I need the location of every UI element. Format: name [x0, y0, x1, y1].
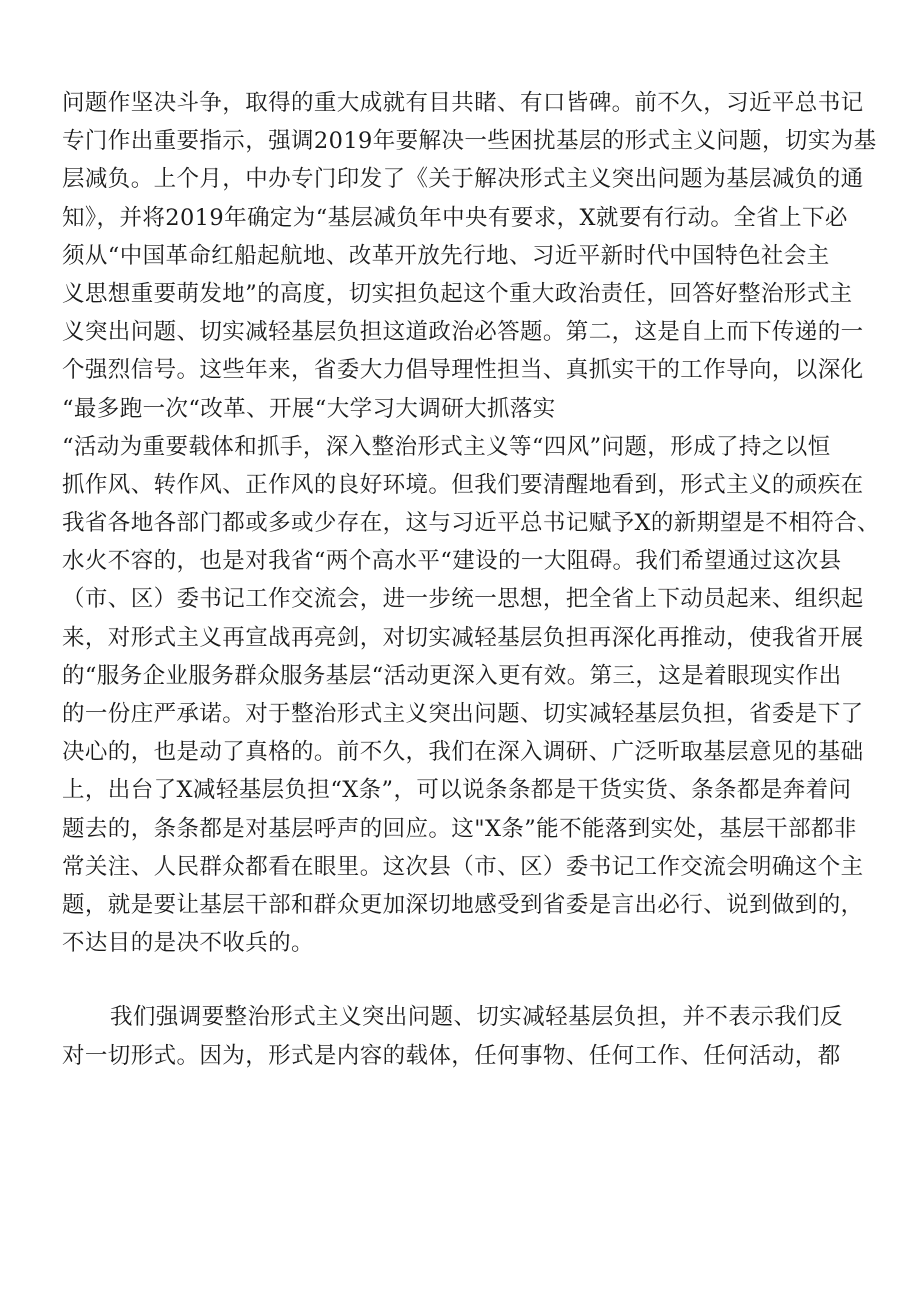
text-line: 知》，并将2019年确定为“基层减负年中央有要求，X就要有行动。全省上下必	[62, 204, 848, 231]
text-line: 的一份庄严承诺。对于整治形式主义突出问题、切实减轻基层负担，省委是下了	[62, 701, 864, 727]
document-body	[62, 84, 880, 1075]
text-line: 须从“中国革命红船起航地、改革开放先行地、习近平新时代中国特色社会主	[62, 242, 830, 269]
paragraph	[62, 84, 880, 962]
text-line: 义突出问题、切实减轻基层负担这道政治必答题。第二，这是自上而下传递的一	[62, 319, 864, 346]
text-line: 题，就是要让基层干部和群众更加深切地感受到省委是言出必行、说到做到的，	[62, 891, 864, 918]
text-line: 我们强调要整治形式主义突出问题、切实减轻基层负担，并不表示我们反	[110, 1004, 843, 1031]
text-line: 上，出台了X减轻基层负担“X条”，可以说条条都是干货实货、条条都是奔着问	[62, 777, 852, 804]
text-line: 题去的，条条都是对基层呼声的回应。这"X条”能不能落到实处，基层干部都非	[62, 815, 857, 842]
text-line: 专门作出重要指示，强调2019年要解决一些困扰基层的形式主义问题，切实为基	[62, 128, 877, 155]
text-line: 常关注、人民群众都看在眼里。这次县（市、区）委书记工作交流会明确这个主	[62, 853, 864, 880]
text-line: “活动为重要载体和抓手，深入整治形式主义等“四风”问题，形成了持之以恒	[62, 433, 831, 460]
text-line: 不达目的是决不收兵的。	[62, 930, 314, 957]
text-line: （市、区）委书记工作交流会，进一步统一思想，把全省上下动员起来、组织起	[62, 586, 864, 613]
text-line: 对一切形式。因为，形式是内容的载体，任何事物、任何工作、任何活动，都	[62, 1042, 841, 1069]
text-line: 水火不容的，也是对我省“两个高水平“建设的一大阻碍。我们希望通过这次县	[62, 548, 842, 575]
text-line: 的“服务企业服务群众服务基层“活动更深入更有效。第三，这是着眼现实作出	[62, 662, 842, 689]
paragraph-spacing	[62, 962, 862, 998]
paragraph	[62, 998, 862, 1074]
text-line: 个强烈信号。这些年来，省委大力倡导理性担当、真抓实干的工作导向，以深化	[62, 357, 864, 384]
text-line: 层减负。上个月，中办专门印发了《关于解决形式主义突出问题为基层减负的通	[62, 166, 864, 193]
text-line: 抓作风、转作风、正作风的良好环境。但我们要清醒地看到，形式主义的顽疾在	[62, 471, 864, 498]
text-line: 来，对形式主义再宣战再亮剑，对切实减轻基层负担再深化再推动，使我省开展	[62, 624, 864, 651]
text-line: 我省各地各部门都或多或少存在，这与习近平总书记赋予X的新期望是不相符合、	[62, 510, 880, 537]
text-line: 决心的，也是动了真格的。前不久，我们在深入调研、广泛听取基层意见的基础	[62, 739, 864, 766]
text-line: 问题作坚决斗争，取得的重大成就有目共睹、有口皆碑。前不久，习近平总书记	[62, 90, 864, 116]
text-line: “最多跑一次“改革、开展“大学习大调研大抓落实	[62, 395, 556, 422]
text-line: 义思想重要萌发地”的高度，切实担负起这个重大政治责任，回答好整治形式主	[62, 280, 853, 307]
